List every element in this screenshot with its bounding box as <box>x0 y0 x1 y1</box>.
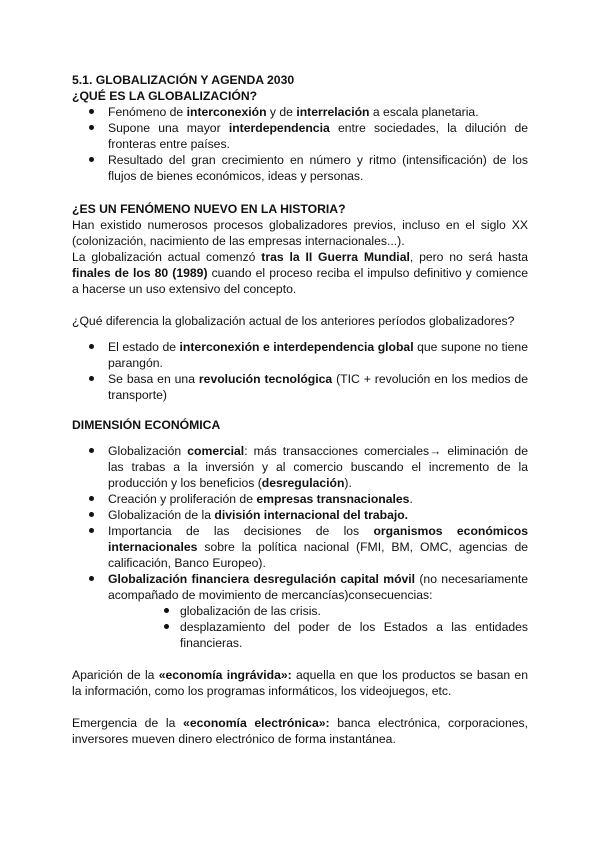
list-item: El estado de interconexión e interdependencia global que supone no tiene parangón. <box>72 339 528 371</box>
paragraph: Aparición de la «economía ingrávida»: aquella en que los productos se basan en la información, como los programas informáticos, los videojuegos, etc. <box>72 668 528 698</box>
document-title: 5.1. GLOBALIZACIÓN Y AGENDA 2030 <box>72 73 295 87</box>
heading-what-is-globalization: ¿QUÉ ES LA GLOBALIZACIÓN? <box>72 89 258 103</box>
list-item: Se basa en una revolución tecnológica (TIC + revolución en los medios de transporte) <box>72 371 528 403</box>
list-item: Globalización financiera desregulación capital móvil (no necesariamente acompañado de movimiento de mercancías)consecuencias: globalización de las crisis. desplazamiento del poder de los Estados a las entidades financieras. <box>72 571 528 651</box>
list-item: Globalización de la división internacional del trabajo. <box>72 507 528 523</box>
list-item: Creación y proliferación de empresas transnacionales. <box>72 491 528 507</box>
definition-list <box>72 104 528 184</box>
list-item: Resultado del gran crecimiento en número y ritmo (intensificación) de los flujos de bienes económicos, ideas y personas. <box>72 152 528 184</box>
list-item: Fenómeno de interconexión y de interrelación a escala planetaria. <box>72 104 528 120</box>
question-paragraph: ¿Qué diferencia la globalización actual de los anteriores períodos globalizadores? <box>72 314 515 328</box>
consequences-list <box>72 603 528 651</box>
list-item: desplazamiento del poder de los Estados a las entidades financieras. <box>72 619 528 651</box>
list-item: Supone una mayor interdependencia entre sociedades, la dilución de fronteras entre países. <box>72 120 528 152</box>
list-item: Globalización comercial: más transacciones comerciales→ eliminación de las trabas a la inversión y al comercio buscando el incremento de la producción y los beneficios (desregulación). <box>72 443 528 491</box>
list-item: Importancia de las decisiones de los organismos económicos internacionales sobre la política nacional (FMI, BM, OMC, agencias de calificación, Banco Europeo). <box>72 523 528 571</box>
economic-list <box>72 443 528 651</box>
heading-new-phenomenon: ¿ES UN FENÓMENO NUEVO EN LA HISTORIA? <box>72 202 346 216</box>
document-body <box>72 72 528 747</box>
heading-economic-dimension: DIMENSIÓN ECONÓMICA <box>72 418 221 432</box>
paragraph: La globalización actual comenzó tras la II Guerra Mundial, pero no será hasta finales de los 80 (1989) cuando el proceso reciba el impulso definitivo y comience a hacerse un uso extensivo del concepto. <box>72 250 528 296</box>
paragraph: Han existido numerosos procesos globalizadores previos, incluso en el siglo XX (colonización, nacimiento de las empresas internacionales...). <box>72 218 528 248</box>
paragraph: Emergencia de la «economía electrónica»: banca electrónica, corporaciones, inversores mueven dinero electrónico de forma instantánea. <box>72 716 528 746</box>
difference-list <box>72 339 528 403</box>
list-item: globalización de las crisis. <box>72 603 528 619</box>
